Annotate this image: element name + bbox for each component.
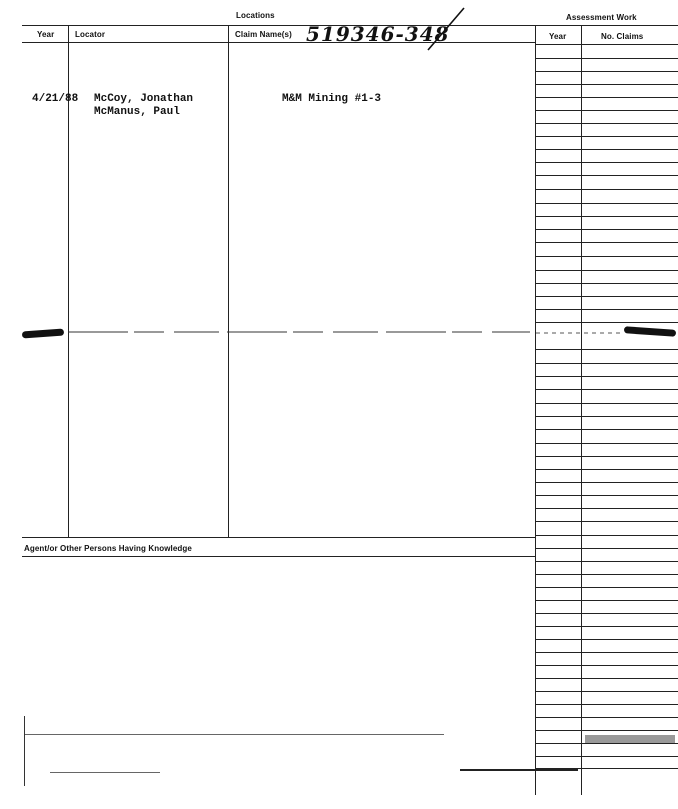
aw-row-line xyxy=(536,363,678,364)
aw-row-line xyxy=(536,296,678,297)
aw-row-line xyxy=(536,521,678,522)
aw-row-line xyxy=(536,443,678,444)
aw-row-line xyxy=(536,416,678,417)
aw-row-line xyxy=(536,639,678,640)
aw-row-line xyxy=(536,482,678,483)
aw-row-line xyxy=(536,730,678,731)
aw-row-line xyxy=(536,743,678,744)
aw-row-line xyxy=(536,548,678,549)
aw-row-line xyxy=(536,678,678,679)
aw-row-line xyxy=(536,203,678,204)
aw-row-line xyxy=(536,175,678,176)
aw-row-line xyxy=(536,613,678,614)
mid-page-dashed-rule xyxy=(60,328,678,338)
aw-row-line xyxy=(536,456,678,457)
aw-row-line xyxy=(536,403,678,404)
aw-row-line xyxy=(536,587,678,588)
scan-line xyxy=(50,772,160,773)
handwritten-slash-mark xyxy=(420,4,470,54)
aw-row-line xyxy=(536,97,678,98)
aw-row-line xyxy=(536,216,678,217)
aw-row-line xyxy=(536,189,678,190)
aw-row-line xyxy=(536,84,678,85)
aw-row-line xyxy=(536,691,678,692)
aw-row-line xyxy=(536,717,678,718)
aw-row-line xyxy=(536,600,678,601)
aw-row-line xyxy=(536,283,678,284)
locations-header: Locations xyxy=(236,11,275,20)
aw-row-line xyxy=(536,429,678,430)
aw-row-line xyxy=(536,349,678,350)
aw-row-line xyxy=(536,508,678,509)
aw-row-line xyxy=(536,229,678,230)
aw-row-line xyxy=(536,535,678,536)
aw-row-line xyxy=(536,71,678,72)
aw-row-line xyxy=(536,309,678,310)
aw-row-line xyxy=(536,270,678,271)
handwritten-claim-number: 519346-348 xyxy=(306,22,450,46)
scan-line xyxy=(24,716,25,786)
col-aw-year-header: Year xyxy=(549,32,567,41)
aw-row-line xyxy=(536,58,678,59)
aw-row-line xyxy=(536,149,678,150)
aw-row-line xyxy=(536,704,678,705)
col-divider-aw xyxy=(581,25,582,795)
entry-locators: McCoy, Jonathan McManus, Paul xyxy=(94,93,194,118)
col-aw-no-claims-header: No. Claims xyxy=(601,32,644,41)
scan-line xyxy=(24,734,444,735)
aw-row-line xyxy=(536,389,678,390)
aw-row-line xyxy=(536,652,678,653)
aw-row-line xyxy=(536,495,678,496)
aw-row-line xyxy=(536,574,678,575)
scan-line xyxy=(460,769,578,771)
col-year-header: Year xyxy=(37,30,55,39)
aw-row-line xyxy=(536,756,678,757)
aw-row-line xyxy=(536,376,678,377)
aw-row-line xyxy=(536,123,678,124)
agent-section-label: Agent/or Other Persons Having Knowledge xyxy=(24,544,192,553)
col-divider-claims xyxy=(535,25,536,795)
aw-row-line xyxy=(536,110,678,111)
aw-row-line xyxy=(536,626,678,627)
entry-year: 4/21/88 xyxy=(32,93,79,105)
scan-line xyxy=(585,735,675,743)
locations-bottom-rule xyxy=(22,537,536,538)
assessment-work-header: Assessment Work xyxy=(566,13,637,22)
aw-row-line xyxy=(536,665,678,666)
agent-section-rule xyxy=(22,556,536,557)
entry-claim-name: M&M Mining #1-3 xyxy=(282,93,382,105)
aw-row-line xyxy=(536,469,678,470)
aw-row-line xyxy=(536,136,678,137)
aw-row-line xyxy=(536,256,678,257)
col-claim-names-header: Claim Name(s) xyxy=(235,30,292,39)
aw-row-line xyxy=(536,561,678,562)
col-divider-locator xyxy=(228,25,229,537)
aw-row-line xyxy=(536,242,678,243)
left-marker-smudge xyxy=(22,329,64,339)
col-locator-header: Locator xyxy=(75,30,106,39)
aw-row-line xyxy=(536,44,678,45)
aw-row-line xyxy=(536,322,678,323)
aw-row-line xyxy=(536,162,678,163)
